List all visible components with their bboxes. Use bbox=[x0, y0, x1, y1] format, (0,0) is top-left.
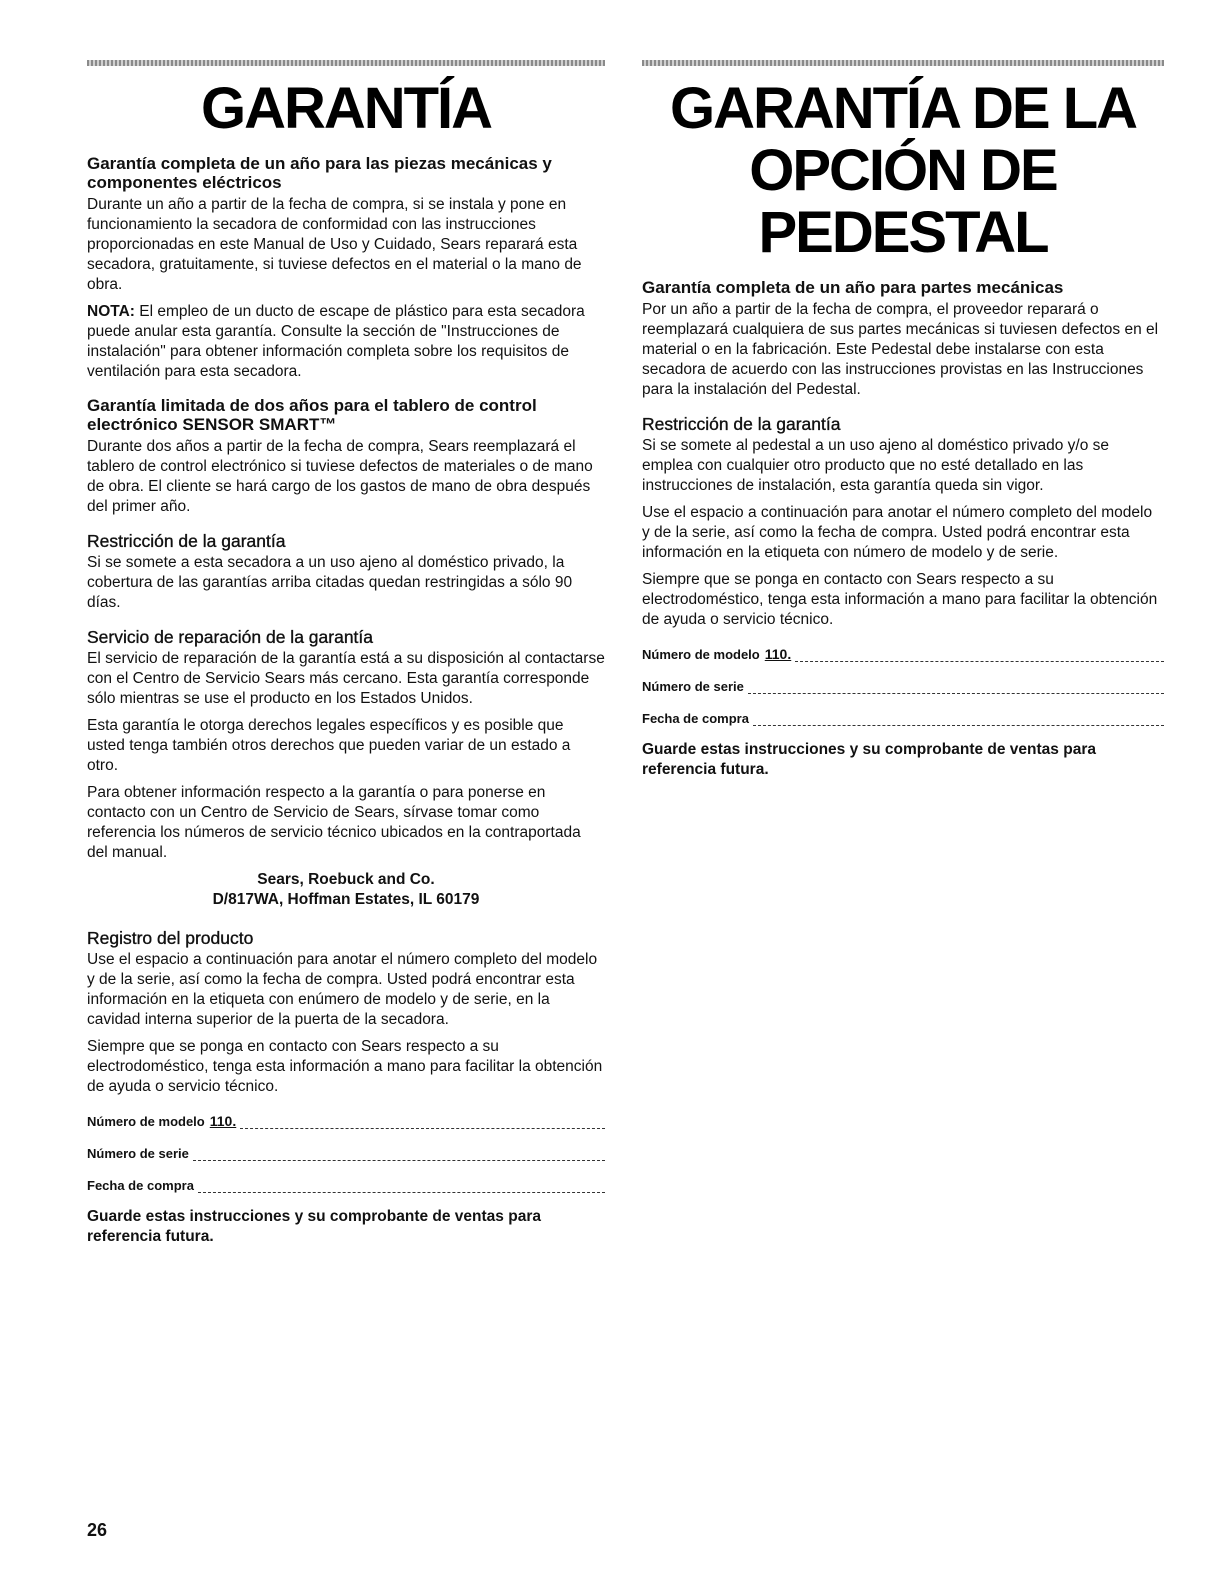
section-heading: Servicio de reparación de la garantía bbox=[87, 627, 374, 647]
purchase-date-field[interactable] bbox=[642, 708, 1164, 726]
note-text: El empleo de un ducto de escape de plástico para esta secadora puede anular esta garantía. Consulte la sección de "Instrucciones de instalación" para obtener información completa sobre los requisitos de ventilación para esta secadora. bbox=[87, 303, 585, 380]
pedestal-title bbox=[642, 78, 1164, 264]
blank-line[interactable] bbox=[198, 1179, 605, 1193]
top-rule bbox=[87, 60, 605, 66]
title-line: OPCIÓN DE PEDESTAL bbox=[749, 138, 1057, 265]
section-repair-service bbox=[87, 627, 605, 910]
address-line: Sears, Roebuck and Co. bbox=[257, 871, 435, 888]
paragraph: Siempre que se ponga en contacto con Sears respecto a su electrodoméstico, tenga esta información a mano para facilitar la obtención de ayuda o servicio técnico. bbox=[642, 571, 1158, 628]
paragraph: Durante dos años a partir de la fecha de compra, Sears reemplazará el tablero de control electrónico si tuviese defectos de materiales o de mano de obra. El cliente se hará cargo de los gastos de mano de obra después del primer año. bbox=[87, 438, 593, 515]
section-pedestal-restriction bbox=[642, 414, 1164, 630]
field-label: Fecha de compra bbox=[87, 1178, 194, 1193]
paragraph: Use el espacio a continuación para anotar el número completo del modelo y de la serie, así como la fecha de compra. Usted podrá encontrar esta información en la etiqueta con enúmero de modelo y de serie, en la cavidad interna superior de la puerta de la secadora. bbox=[87, 951, 598, 1028]
blank-line[interactable] bbox=[240, 1115, 605, 1129]
note-label: NOTA: bbox=[87, 303, 135, 320]
address-line: D/817WA, Hoffman Estates, IL 60179 bbox=[212, 891, 480, 908]
blank-line[interactable] bbox=[193, 1147, 605, 1161]
right-column bbox=[642, 60, 1164, 780]
section-heading: Restricción de la garantía bbox=[642, 414, 841, 434]
section-restriction bbox=[87, 531, 605, 613]
serial-number-field[interactable] bbox=[642, 676, 1164, 694]
title-line: GARANTÍA DE LA bbox=[669, 76, 1137, 141]
field-label: Número de modelo bbox=[87, 1114, 205, 1129]
paragraph: Para obtener información respecto a la garantía o para ponerse en contacto con un Centro de Servicio de Sears, sírvase tomar como referencia los números de servicio técnico ubicados en la contraportada del manual. bbox=[87, 784, 581, 861]
page-title: GARANTÍA bbox=[200, 76, 492, 141]
paragraph: Durante un año a partir de la fecha de compra, si se instala y pone en funcionamiento la secadora de conformidad con las instrucciones proporcionadas en este Manual de Uso y Cuidado, Sears reparará esta secadora, gratuitamente, si tuviese defectos en el material o la mano de obra. bbox=[87, 196, 582, 293]
purchase-date-field[interactable] bbox=[87, 1175, 605, 1193]
field-label: Número de modelo bbox=[642, 647, 760, 662]
closing-note: Guarde estas instrucciones y su comprobante de ventas para referencia futura. bbox=[642, 741, 1096, 778]
field-label: Número de serie bbox=[642, 679, 744, 694]
model-number-field[interactable] bbox=[642, 644, 1164, 662]
paragraph: Esta garantía le otorga derechos legales específicos y es posible que usted tenga también otros derechos que pueden variar de un estado a otro. bbox=[87, 717, 571, 774]
model-number-field[interactable] bbox=[87, 1111, 605, 1129]
section-heading: Garantía completa de un año para las piezas mecánicas y componentes eléctricos bbox=[87, 154, 552, 192]
paragraph: Siempre que se ponga en contacto con Sears respecto a su electrodoméstico, tenga esta información a mano para facilitar la obtención de ayuda o servicio técnico. bbox=[87, 1038, 603, 1095]
address-block bbox=[87, 870, 605, 910]
paragraph: El servicio de reparación de la garantía está a su disposición al contactarse con el Centro de Servicio Sears más cercano. Esta garantía corresponde sólo mientras se use el producto en los Estados Unidos. bbox=[87, 650, 605, 707]
field-label: Número de serie bbox=[87, 1146, 189, 1161]
field-label: Fecha de compra bbox=[642, 711, 749, 726]
blank-line[interactable] bbox=[753, 712, 1164, 726]
blank-line[interactable] bbox=[748, 680, 1164, 694]
page-number: 26 bbox=[87, 1520, 108, 1540]
serial-number-field[interactable] bbox=[87, 1143, 605, 1161]
note-paragraph bbox=[87, 302, 605, 382]
model-prefix: 110. bbox=[764, 646, 792, 662]
section-limited-warranty bbox=[87, 396, 605, 517]
section-heading: Garantía completa de un año para partes mecánicas bbox=[642, 278, 1064, 297]
section-heading: Restricción de la garantía bbox=[87, 531, 286, 551]
section-pedestal-full-warranty bbox=[642, 278, 1164, 400]
section-heading: Registro del producto bbox=[87, 928, 254, 948]
paragraph: Use el espacio a continuación para anotar el número completo del modelo y de la serie, así como la fecha de compra. Usted podrá encontrar esta información en la etiqueta con número de modelo y de serie. bbox=[642, 504, 1153, 561]
section-product-registration bbox=[87, 928, 605, 1097]
paragraph: Si se somete al pedestal a un uso ajeno al doméstico privado y/o se emplea con cualquier otro producto que no esté detallado en las instrucciones de instalación, esta garantía queda sin vigor. bbox=[642, 437, 1109, 494]
left-column bbox=[87, 60, 605, 1247]
top-rule bbox=[642, 60, 1164, 66]
section-heading: Garantía limitada de dos años para el tablero de control electrónico SENSOR SMART™ bbox=[87, 396, 537, 434]
paragraph: Si se somete a esta secadora a un uso ajeno al doméstico privado, la cobertura de las garantías arriba citadas quedan restringidas a sólo 90 días. bbox=[87, 554, 573, 611]
closing-note: Guarde estas instrucciones y su comprobante de ventas para referencia futura. bbox=[87, 1208, 541, 1245]
section-full-warranty bbox=[87, 154, 605, 382]
model-prefix: 110. bbox=[209, 1113, 237, 1129]
paragraph: Por un año a partir de la fecha de compra, el proveedor reparará o reemplazará cualquiera de sus partes mecánicas si tuviesen defectos en el material o en la fabricación. Este Pedestal debe instalarse con esta secadora de acuerdo con las instrucciones provistas en las Instrucciones para la instalación del Pedestal. bbox=[642, 301, 1159, 398]
blank-line[interactable] bbox=[795, 648, 1164, 662]
